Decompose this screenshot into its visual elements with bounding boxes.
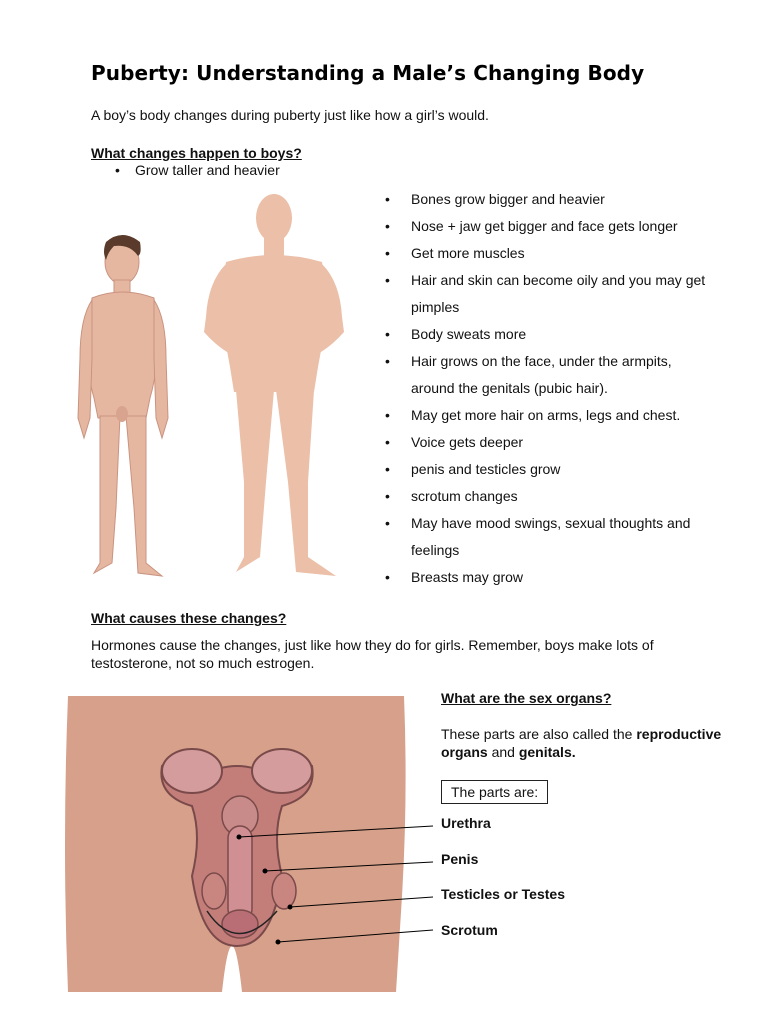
list-item: • Hair grows on the face, under the armpits, around the genitals (pubic hair). <box>383 348 713 402</box>
list-item: • Body sweats more <box>383 321 713 348</box>
page-title: Puberty: Understanding a Male’s Changing Body <box>91 61 645 85</box>
organ-label-urethra: Urethra <box>441 815 491 831</box>
list-item: • May get more hair on arms, legs and chest. <box>383 402 713 429</box>
list-item: • Hair and skin can become oily and you may get pimples <box>383 267 713 321</box>
organ-label-scrotum: Scrotum <box>441 922 498 938</box>
organ-label-testicles: Testicles or Testes <box>441 886 565 902</box>
sex-organs-heading: What are the sex organs? <box>441 690 612 706</box>
organ-label-penis: Penis <box>441 851 479 867</box>
parts-desc-prefix: These parts are also called the <box>441 726 637 742</box>
list-item: • Get more muscles <box>383 240 713 267</box>
causes-heading: What causes these changes? <box>91 610 287 626</box>
list-item: • Voice gets deeper <box>383 429 713 456</box>
list-item: • Bones grow bigger and heavier <box>383 186 713 213</box>
changes-heading: What changes happen to boys? <box>91 145 302 161</box>
first-bullet: • Grow taller and heavier <box>115 162 280 178</box>
list-item: • scrotum changes <box>383 483 713 510</box>
parts-description <box>441 725 741 761</box>
intro-text: A boy’s body changes during puberty just like how a girl’s would. <box>91 107 489 123</box>
parts-box: The parts are: <box>441 780 548 804</box>
first-bullet-text: Grow taller and heavier <box>135 162 280 178</box>
list-item: • penis and testicles grow <box>383 456 713 483</box>
parts-desc-bold1: reproductive organs <box>441 726 722 760</box>
parts-desc-bold2: genitals. <box>518 744 576 760</box>
list-item: • May have mood swings, sexual thoughts and feelings <box>383 510 713 564</box>
list-item: • Breasts may grow <box>383 564 713 591</box>
parts-desc-mid: and <box>487 744 519 760</box>
list-item: • Nose + jaw get bigger and face gets longer <box>383 213 713 240</box>
causes-text: Hormones cause the changes, just like how they do for girls. Remember, boys make lots of testosterone, not so much estrogen. <box>91 637 654 671</box>
